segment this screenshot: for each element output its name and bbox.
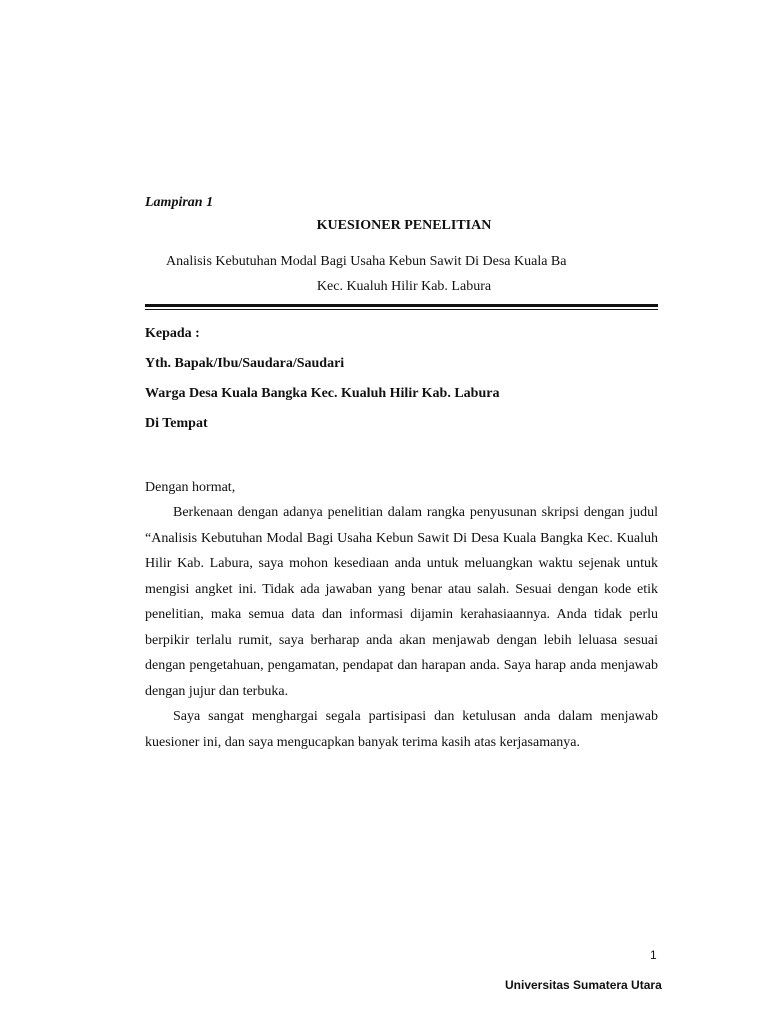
letter-body [145, 500, 658, 755]
document-title: KUESIONER PENELITIAN [316, 218, 492, 233]
address-recipient: Yth. Bapak/Ibu/Saudara/Saudari [145, 356, 345, 371]
subtitle-line-1: Analisis Kebutuhan Modal Bagi Usaha Kebun Sawit Di Desa Kuala Ba [166, 254, 567, 269]
header-divider [145, 304, 658, 310]
greeting: Dengan hormat, [145, 480, 236, 495]
address-residents: Warga Desa Kuala Bangka Kec. Kualuh Hilir Kab. Labura [145, 386, 500, 401]
subtitle-line-2: Kec. Kualuh Hilir Kab. Labura [316, 279, 492, 294]
paragraph-2: Saya sangat menghargai segala partisipasi dan ketulusan anda dalam menjawab kuesioner ini, dan saya mengucapkan banyak terima kasih atas kerjasamanya. [145, 709, 658, 750]
page-number: 1 [650, 948, 657, 962]
paragraph-1: Berkenaan dengan adanya penelitian dalam rangka penyusunan skripsi dengan judul “Analisis Kebutuhan Modal Bagi Usaha Kebun Sawit Di Desa Kuala Bangka Kec. Kualuh Hilir Kab. Labura, saya mohon kesediaan anda untuk meluangkan waktu sejenak untuk mengisi angket ini. Tidak ada jawaban yang benar atau salah. Sesuai dengan kode etik penelitian, maka semua data dan informasi dijamin kerahasiaannya. Anda tidak perlu berpikir terlalu rumit, saya berharap anda akan menjawab dengan lebih leluasa sesuai dengan pengetahuan, pengamatan, pendapat dan harapan anda. Saya harap anda menjawab dengan jujur dan terbuka. [145, 505, 658, 699]
address-to: Kepada : [145, 326, 200, 341]
appendix-label: Lampiran 1 [145, 195, 214, 210]
footer-institution: Universitas Sumatera Utara [505, 978, 662, 992]
address-place: Di Tempat [145, 416, 208, 431]
